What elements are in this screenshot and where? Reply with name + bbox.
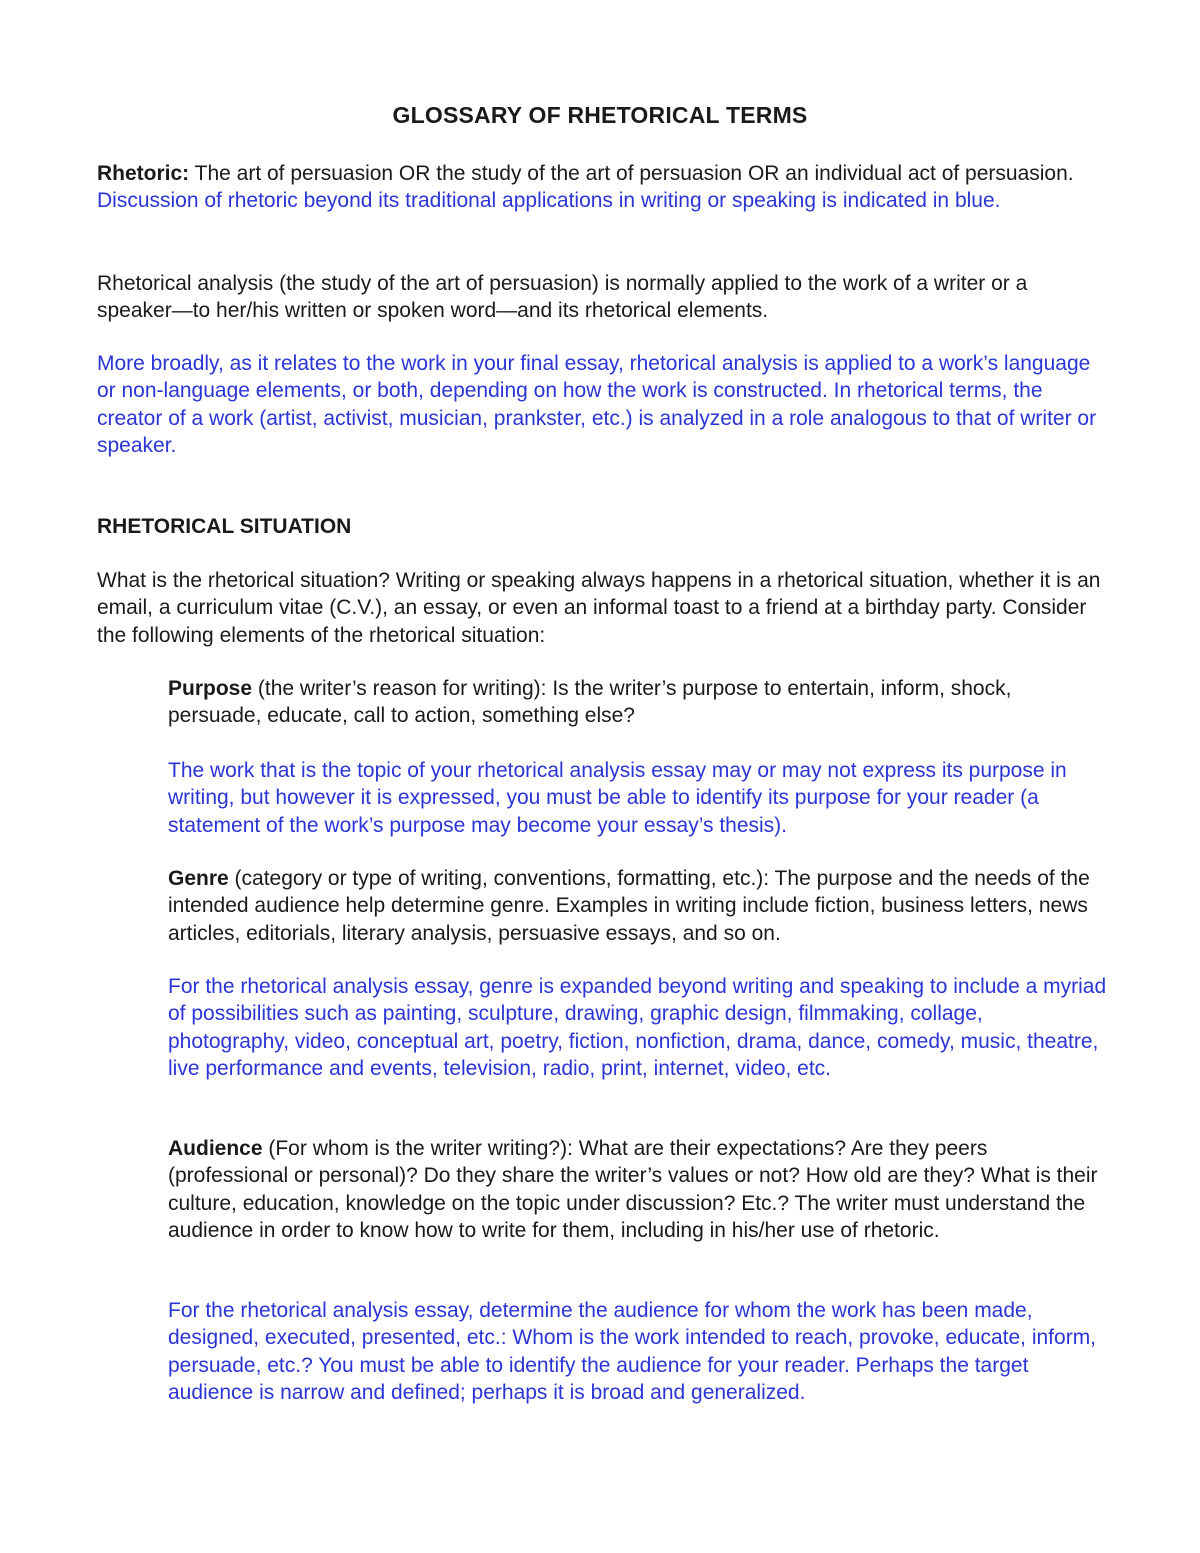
rhetoric-blue-note: Discussion of rhetoric beyond its traditional applications in writing or speaking is indicated in blue. [97,189,1001,213]
purpose-definition-text: (the writer’s reason for writing): Is the writer’s purpose to entertain, inform, shock, persuade, educate, call to action, something else? [168,677,1012,728]
broadly-paragraph: More broadly, as it relates to the work in your final essay, rhetorical analysis is applied to a work’s language or non-language elements, or both, depending on how the work is constructed. In rhetorical terms, the creator of a work (artist, activist, musician, prankster, etc.) is analyzed in a role analogous to that of writer or speaker. [97,352,1097,457]
purpose-blue-note: The work that is the topic of your rhetorical analysis essay may or may not express its purpose in writing, but however it is expressed, you must be able to identify its purpose for your reader (a statement of the work’s purpose may become your essay’s thesis). [168,759,1067,837]
audience-definition [168,1135,1108,1244]
rhetoric-definition-text: The art of persuasion OR the study of the art of persuasion OR an individual act of persuasion. [189,162,1074,185]
genre-blue-note: For the rhetorical analysis essay, genre is expanded beyond writing and speaking to include a myriad of possibilities such as painting, sculpture, drawing, graphic design, filmmaking, collage, photography, video, conceptual art, poetry, fiction, nonfiction, drama, dance, comedy, music, theatre, live performance and events, television, radio, print, internet, video, etc. [168,975,1107,1080]
audience-blue-note: For the rhetorical analysis essay, determine the audience for whom the work has been made, designed, executed, presented, etc.: Whom is the work intended to reach, provoke, educate, inform, persuade, etc.? You must be able to identify the audience for your reader. Perhaps the target audience is narrow and defined; perhaps it is broad and generalized. [168,1299,1097,1404]
genre-definition [168,865,1108,947]
genre-definition-text: (category or type of writing, conventions, formatting, etc.): The purpose and the needs of the intended audience help determine genre. Examples in writing include fiction, business letters, news articles, editorials, literary analysis, persuasive essays, and so on. [168,867,1090,945]
section-heading: RHETORICAL SITUATION [97,515,352,538]
rhetoric-definition [97,160,1107,215]
term-audience: Audience [168,1137,263,1160]
purpose-definition [168,675,1108,730]
situation-intro: What is the rhetorical situation? Writing or speaking always happens in a rhetorical situation, whether it is an email, a curriculum vitae (C.V.), an essay, or even an informal toast to a friend at a birthday party. Consider the following elements of the rhetorical situation: [97,569,1101,647]
page-title: GLOSSARY OF RHETORICAL TERMS [392,102,808,128]
term-rhetoric: Rhetoric: [97,162,190,185]
analysis-paragraph: Rhetorical analysis (the study of the art of persuasion) is normally applied to the work of a writer or a speaker—to her/his written or spoken word—and its rhetorical elements. [97,272,1028,323]
audience-definition-text: (For whom is the writer writing?): What are their expectations? Are they peers (professional or personal)? Do they share the writer’s values or not? How old are they? What is their culture, education, knowledge on the topic under discussion? Etc.? The writer must understand the audience in order to know how to write for them, including in his/her use of rhetoric. [168,1137,1098,1242]
term-genre: Genre [168,867,229,890]
term-purpose: Purpose [168,677,253,700]
